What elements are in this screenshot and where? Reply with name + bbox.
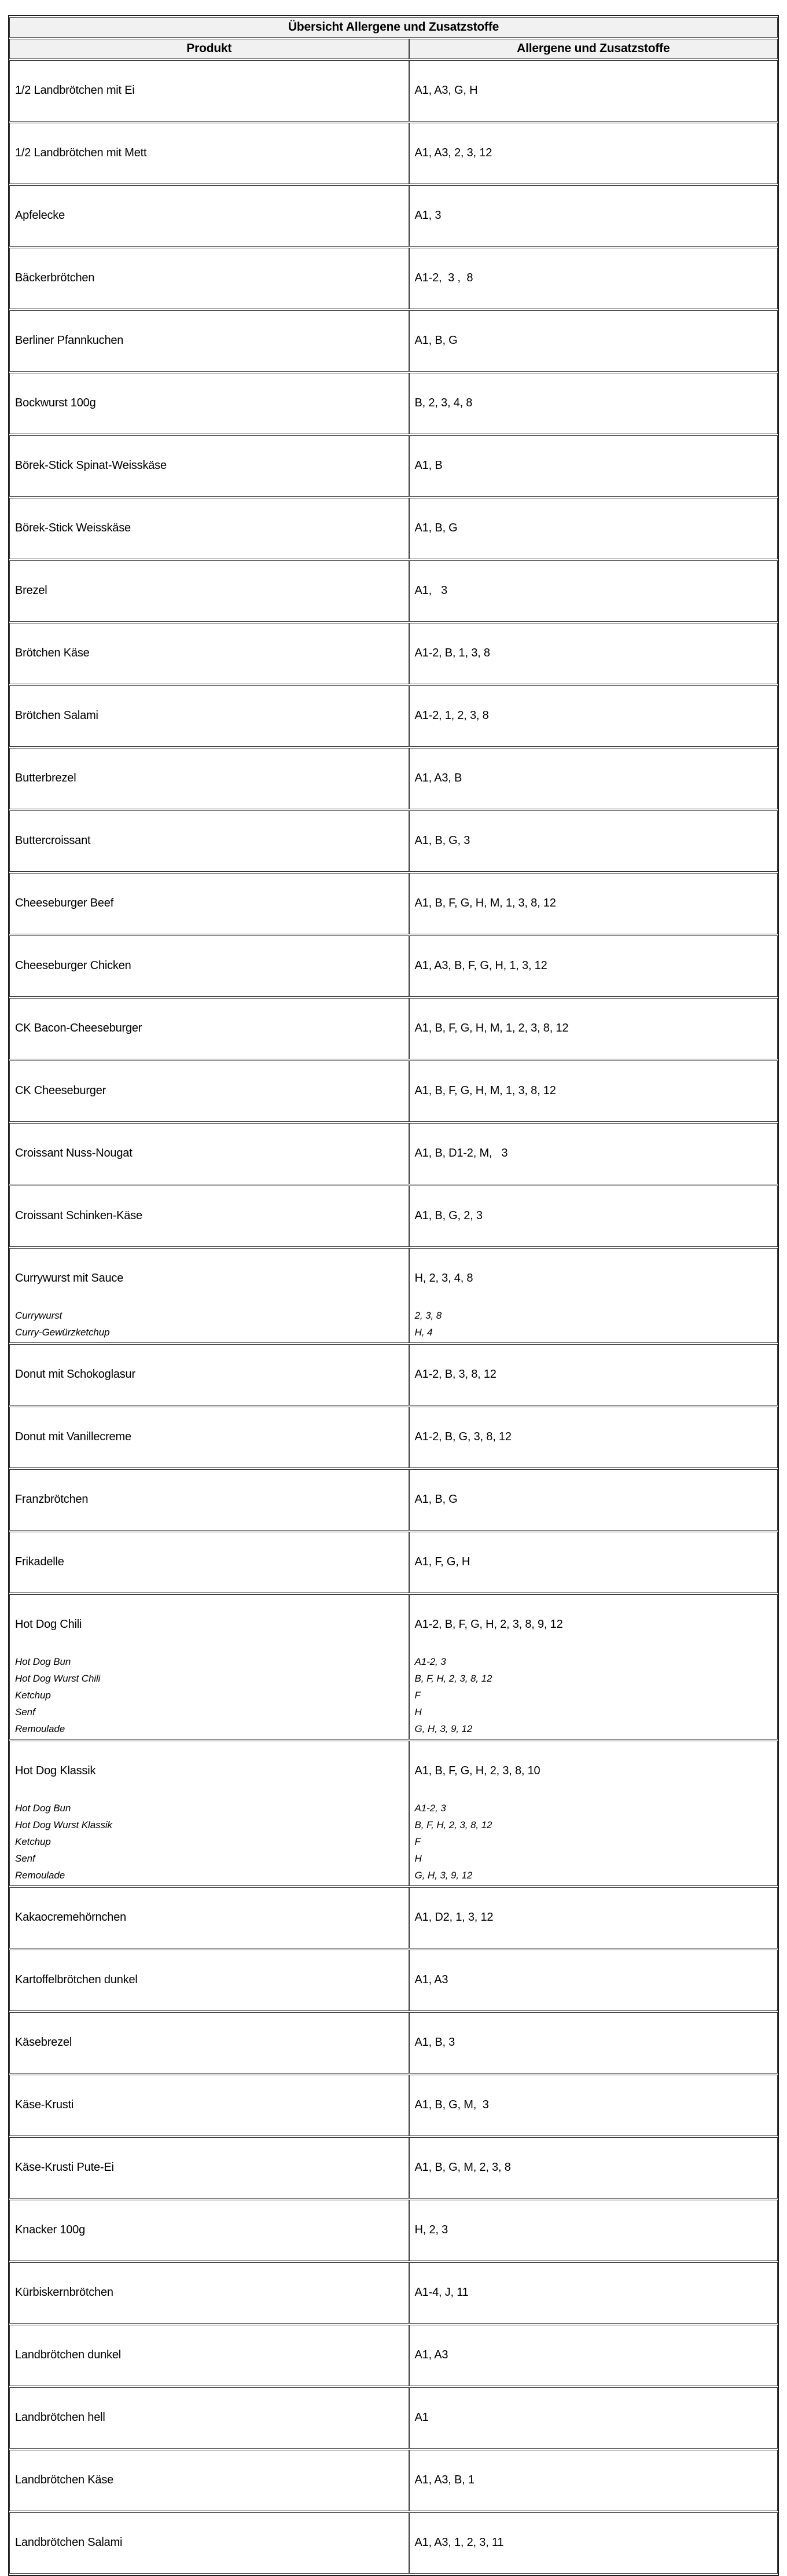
allergens-value: H, 2, 3 <box>414 2223 448 2236</box>
product-name: Brezel <box>15 584 47 597</box>
allergens-value: A1, F, G, H <box>414 1555 470 1568</box>
table-row <box>9 2325 778 2386</box>
allergens-value: A1, A3, 2, 3, 12 <box>414 146 492 159</box>
product-name: Kartoffelbrötchen dunkel <box>15 1973 138 1986</box>
allergens-cell <box>409 60 778 122</box>
allergens-cell <box>409 1248 778 1343</box>
sub-product-name: Hot Dog Bun <box>15 1803 71 1814</box>
column-header-row <box>9 39 778 59</box>
table-row <box>9 1061 778 1122</box>
product-cell <box>9 60 409 122</box>
column-header-product: Produkt <box>9 39 409 59</box>
product-name: Croissant Schinken-Käse <box>15 1209 142 1222</box>
product-cell <box>9 998 409 1059</box>
allergens-value: A1-2, B, 3, 8, 12 <box>414 1368 497 1381</box>
product-cell <box>9 623 409 684</box>
allergens-cell <box>409 1061 778 1122</box>
product-name: 1/2 Landbrötchen mit Ei <box>15 84 135 97</box>
allergens-cell <box>409 2262 778 2324</box>
table-title: Übersicht Allergene und Zusatzstoffe <box>9 17 778 38</box>
sub-product-name: Remoulade <box>15 1723 65 1734</box>
table-row <box>9 1344 778 1406</box>
product-cell <box>9 1887 409 1948</box>
allergens-value: A1, B, G, M, 2, 3, 8 <box>414 2161 511 2174</box>
product-name: CK Bacon-Cheeseburger <box>15 1022 142 1034</box>
table-row <box>9 435 778 497</box>
product-name: Brötchen Salami <box>15 709 98 722</box>
allergens-value: A1, D2, 1, 3, 12 <box>414 1911 494 1924</box>
allergens-value: A1, A3, B <box>414 772 462 784</box>
allergens-cell <box>409 810 778 872</box>
sub-product-name: Ketchup <box>15 1836 51 1847</box>
sub-allergens-value: G, H, 3, 9, 12 <box>414 1723 473 1734</box>
table-row <box>9 123 778 184</box>
product-name: Buttercroissant <box>15 834 91 847</box>
product-cell <box>9 2137 409 2199</box>
allergens-cell <box>409 1950 778 2011</box>
allergens-value: A1, A3, 1, 2, 3, 11 <box>414 2536 504 2549</box>
allergens-cell <box>409 2450 778 2511</box>
allergens-cell <box>409 2200 778 2261</box>
product-name: Donut mit Vanillecreme <box>15 1430 131 1443</box>
sub-product-name: Currywurst <box>15 1310 62 1321</box>
sub-allergens-value: G, H, 3, 9, 12 <box>414 1870 473 1881</box>
table-row <box>9 685 778 747</box>
table-row <box>9 373 778 434</box>
allergens-value: B, 2, 3, 4, 8 <box>414 397 473 409</box>
allergens-cell <box>409 935 778 997</box>
title-row <box>9 17 778 38</box>
allergens-cell <box>409 1186 778 1247</box>
product-name: Bockwurst 100g <box>15 397 96 409</box>
product-name: Berliner Pfannkuchen <box>15 334 124 347</box>
allergens-cell <box>409 2387 778 2449</box>
product-cell <box>9 873 409 934</box>
table-row <box>9 1407 778 1468</box>
product-name: Landbrötchen Salami <box>15 2536 123 2549</box>
sub-allergens-value: A1-2, 3 <box>414 1803 446 1814</box>
sub-product-name: Hot Dog Bun <box>15 1656 71 1667</box>
product-name: Landbrötchen hell <box>15 2411 105 2424</box>
sub-allergens-value: 2, 3, 8 <box>414 1310 442 1321</box>
sub-allergens-value: F <box>414 1690 421 1701</box>
product-cell <box>9 2450 409 2511</box>
allergens-cell <box>409 310 778 372</box>
table-row <box>9 1887 778 1948</box>
sub-product-name: Ketchup <box>15 1690 51 1701</box>
allergens-value: A1-2, B, G, 3, 8, 12 <box>414 1430 512 1443</box>
sub-allergens-value: B, F, H, 2, 3, 8, 12 <box>414 1673 492 1684</box>
allergens-value: A1, B, G, 3 <box>414 834 470 847</box>
sub-product-name: Remoulade <box>15 1870 65 1881</box>
allergens-cell <box>409 2012 778 2074</box>
allergens-value: A1, B, D1-2, M, 3 <box>414 1147 508 1159</box>
product-cell <box>9 498 409 559</box>
product-cell <box>9 2325 409 2386</box>
product-cell <box>9 2387 409 2449</box>
allergens-cell <box>409 1887 778 1948</box>
table-row <box>9 60 778 122</box>
product-cell <box>9 1407 409 1468</box>
allergens-cell <box>409 185 778 247</box>
table-row <box>9 1123 778 1184</box>
allergens-value: A1, B, F, G, H, M, 1, 3, 8, 12 <box>414 897 556 909</box>
allergens-value: A1, B, G, 2, 3 <box>414 1209 483 1222</box>
table-row <box>9 1186 778 1247</box>
product-cell <box>9 748 409 809</box>
table-row <box>9 810 778 872</box>
allergens-value: A1, B, F, G, H, 2, 3, 8, 10 <box>414 1764 540 1777</box>
sub-allergens-value: H <box>414 1853 422 1864</box>
product-name: Hot Dog Klassik <box>15 1764 96 1777</box>
product-name: Käsebrezel <box>15 2036 72 2049</box>
table-row <box>9 310 778 372</box>
table-row <box>9 1248 778 1343</box>
product-cell <box>9 1532 409 1593</box>
product-cell <box>9 810 409 872</box>
product-name: Hot Dog Chili <box>15 1618 82 1631</box>
product-name: Börek-Stick Weisskäse <box>15 522 131 534</box>
allergens-value: A1, B, 3 <box>414 2036 455 2049</box>
table-row <box>9 2450 778 2511</box>
allergens-cell <box>409 873 778 934</box>
allergens-value: A1-4, J, 11 <box>414 2286 469 2299</box>
sub-product-name: Senf <box>15 1853 35 1864</box>
product-cell <box>9 248 409 309</box>
allergens-value: A1, B, G <box>414 334 458 347</box>
sub-product-name: Hot Dog Wurst Klassik <box>15 1819 112 1830</box>
product-name: Butterbrezel <box>15 772 76 784</box>
allergens-value: A1-2, B, F, G, H, 2, 3, 8, 9, 12 <box>414 1618 563 1631</box>
allergens-value: A1, 3 <box>414 209 442 222</box>
allergens-cell <box>409 1123 778 1184</box>
product-name: Käse-Krusti Pute-Ei <box>15 2161 114 2174</box>
product-cell <box>9 1248 409 1343</box>
allergens-value: A1, B, G <box>414 522 458 534</box>
product-name: Knacker 100g <box>15 2223 86 2236</box>
product-name: Brötchen Käse <box>15 647 90 659</box>
sub-product-name: Curry-Gewürzketchup <box>15 1327 110 1338</box>
table-row <box>9 248 778 309</box>
product-cell <box>9 1186 409 1247</box>
allergens-value: A1, A3 <box>414 2349 448 2361</box>
product-cell <box>9 2075 409 2136</box>
product-name: Cheeseburger Beef <box>15 897 114 909</box>
product-name: Bäckerbrötchen <box>15 271 95 284</box>
allergens-value: A1, B, G, M, 3 <box>414 2098 489 2111</box>
product-cell <box>9 310 409 372</box>
table-row <box>9 2200 778 2261</box>
allergens-value: A1, A3, B, F, G, H, 1, 3, 12 <box>414 959 547 972</box>
allergens-cell <box>409 1741 778 1886</box>
allergens-cell <box>409 623 778 684</box>
allergens-cell <box>409 498 778 559</box>
allergens-value: A1-2, 1, 2, 3, 8 <box>414 709 489 722</box>
allergens-cell <box>409 560 778 622</box>
allergens-cell <box>409 1532 778 1593</box>
table-row <box>9 2012 778 2074</box>
product-cell <box>9 2262 409 2324</box>
table-row <box>9 2137 778 2199</box>
product-cell <box>9 1123 409 1184</box>
allergens-value: A1, A3, B, 1 <box>414 2474 475 2486</box>
table-row <box>9 2262 778 2324</box>
column-header-allergens: Allergene und Zusatzstoffe <box>409 39 778 59</box>
allergens-value: A1, A3, G, H <box>414 84 478 97</box>
table-body <box>9 60 778 2574</box>
product-name: Frikadelle <box>15 1555 64 1568</box>
product-cell <box>9 560 409 622</box>
table-head <box>9 17 778 59</box>
product-name: 1/2 Landbrötchen mit Mett <box>15 146 147 159</box>
table-row <box>9 935 778 997</box>
product-name: Franzbrötchen <box>15 1493 89 1506</box>
sub-allergens-value: B, F, H, 2, 3, 8, 12 <box>414 1819 492 1830</box>
allergens-cell <box>409 1407 778 1468</box>
table-row <box>9 185 778 247</box>
table-row <box>9 2075 778 2136</box>
allergens-value: A1 <box>414 2411 429 2424</box>
product-name: Kakaocremehörnchen <box>15 1911 127 1924</box>
product-name: Currywurst mit Sauce <box>15 1272 124 1285</box>
table-row <box>9 1469 778 1531</box>
allergens-cell <box>409 248 778 309</box>
sub-product-name: Senf <box>15 1707 35 1718</box>
product-name: Käse-Krusti <box>15 2098 74 2111</box>
allergens-value: H, 2, 3, 4, 8 <box>414 1272 473 1285</box>
allergens-value: A1-2, B, 1, 3, 8 <box>414 647 490 659</box>
product-cell <box>9 123 409 184</box>
allergens-cell <box>409 685 778 747</box>
product-cell <box>9 1594 409 1740</box>
allergens-value: A1, B, G <box>414 1493 458 1506</box>
allergens-value: A1-2, 3 , 8 <box>414 271 473 284</box>
allergens-cell <box>409 1344 778 1406</box>
product-cell <box>9 185 409 247</box>
product-name: Landbrötchen dunkel <box>15 2349 122 2361</box>
product-name: CK Cheeseburger <box>15 1084 106 1097</box>
product-name: Croissant Nuss-Nougat <box>15 1147 133 1159</box>
table-row <box>9 873 778 934</box>
product-cell <box>9 1469 409 1531</box>
product-name: Apfelecke <box>15 209 65 222</box>
allergens-cell <box>409 435 778 497</box>
product-name: Börek-Stick Spinat-Weisskäse <box>15 459 167 472</box>
allergens-value: A1, 3 <box>414 584 447 597</box>
table-row <box>9 1741 778 1886</box>
product-cell <box>9 1950 409 2011</box>
product-cell <box>9 373 409 434</box>
product-name: Landbrötchen Käse <box>15 2474 114 2486</box>
table-row <box>9 748 778 809</box>
product-name: Kürbiskernbrötchen <box>15 2286 113 2299</box>
allergens-value: A1, B, F, G, H, M, 1, 3, 8, 12 <box>414 1084 556 1097</box>
product-cell <box>9 935 409 997</box>
allergens-cell <box>409 1469 778 1531</box>
product-cell <box>9 685 409 747</box>
allergens-cell <box>409 1594 778 1740</box>
table-row <box>9 1594 778 1740</box>
allergens-value: A1, B <box>414 459 443 472</box>
table-row <box>9 2512 778 2574</box>
allergens-cell <box>409 2075 778 2136</box>
product-cell <box>9 2512 409 2574</box>
product-cell <box>9 1344 409 1406</box>
table-row <box>9 1532 778 1593</box>
sub-allergens-value: H, 4 <box>414 1327 433 1338</box>
allergens-value: A1, B, F, G, H, M, 1, 2, 3, 8, 12 <box>414 1022 569 1034</box>
allergens-value: A1, A3 <box>414 1973 448 1986</box>
allergens-cell <box>409 373 778 434</box>
table-row <box>9 2387 778 2449</box>
product-cell <box>9 435 409 497</box>
sub-allergens-value: F <box>414 1836 421 1847</box>
allergens-cell <box>409 123 778 184</box>
product-name: Donut mit Schokoglasur <box>15 1368 135 1381</box>
sub-allergens-value: H <box>414 1707 422 1718</box>
product-cell <box>9 1741 409 1886</box>
table-row <box>9 560 778 622</box>
allergens-cell <box>409 2325 778 2386</box>
product-cell <box>9 2200 409 2261</box>
product-cell <box>9 1061 409 1122</box>
table-row <box>9 1950 778 2011</box>
allergens-cell <box>409 998 778 1059</box>
table-row <box>9 498 778 559</box>
allergen-table <box>8 15 779 2576</box>
sub-allergens-value: A1-2, 3 <box>414 1656 446 1667</box>
product-cell <box>9 2012 409 2074</box>
allergens-cell <box>409 2137 778 2199</box>
product-name: Cheeseburger Chicken <box>15 959 131 972</box>
table-row <box>9 623 778 684</box>
sub-product-name: Hot Dog Wurst Chili <box>15 1673 101 1684</box>
allergens-cell <box>409 748 778 809</box>
table-row <box>9 998 778 1059</box>
allergens-cell <box>409 2512 778 2574</box>
